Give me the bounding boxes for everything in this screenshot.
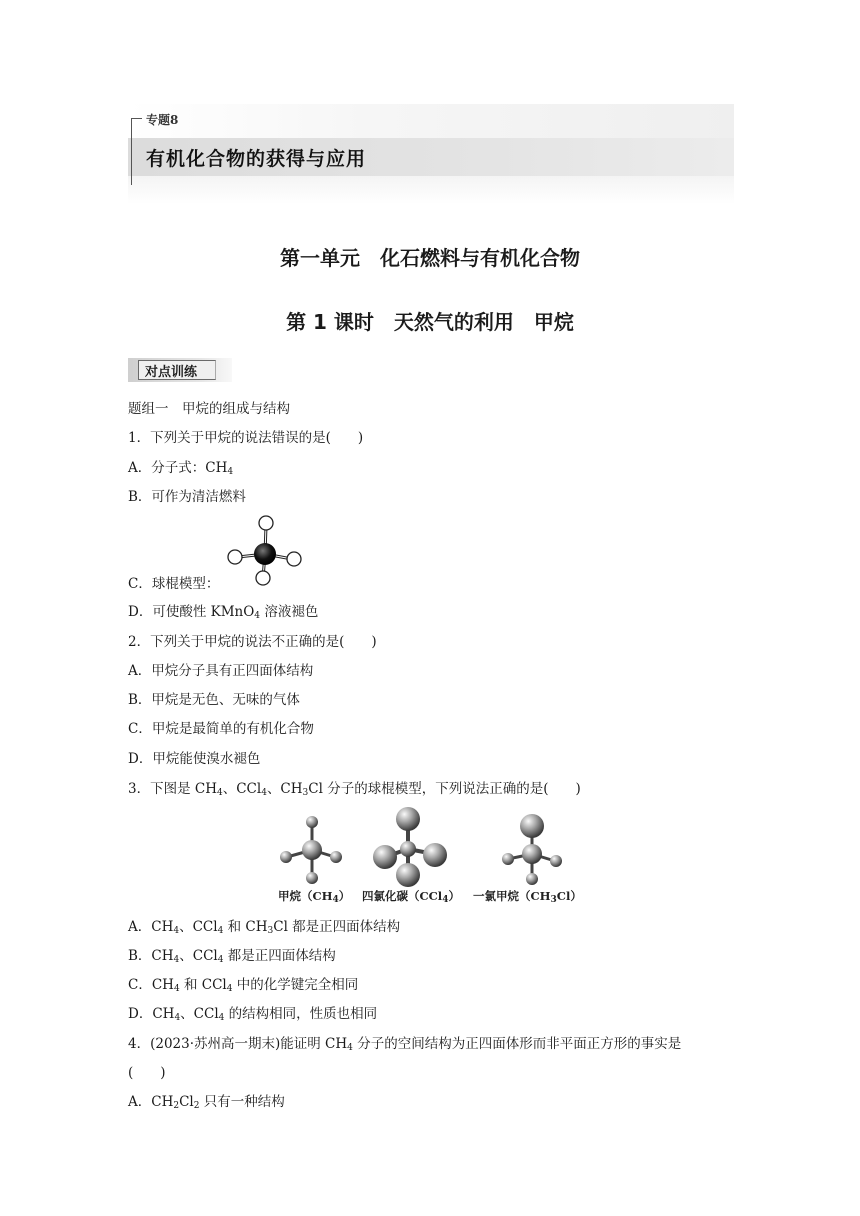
caption-text: ） (448, 889, 460, 903)
caption-sub: 4 (332, 895, 339, 905)
q3-c-part: 和 CCl (179, 977, 227, 993)
q4-a-part: Cl (179, 1094, 194, 1110)
q1-d-text-end: 溶液褪色 (260, 604, 319, 620)
q3-stem-sub: 3 (302, 788, 309, 798)
q3-b-sub: 4 (217, 955, 224, 965)
q3-d-part: 的结构相同，性质也相同 (224, 1006, 378, 1022)
section-tag (128, 358, 232, 382)
q3-c-sub: 4 (226, 984, 233, 994)
caption-text: 一氯甲烷（CH (473, 889, 551, 903)
q3-option-b (128, 947, 336, 965)
banner-top-shade (128, 104, 734, 138)
q4-stem (128, 1035, 681, 1053)
caption-ch3cl (473, 888, 582, 904)
lesson-title: 第 1 课时 天然气的利用 甲烷 (286, 310, 574, 334)
q3-b-part: 、CCl (179, 948, 218, 964)
q3-a-sub: 3 (267, 926, 274, 936)
q4-a-part: 只有一种结构 (199, 1094, 285, 1110)
section-tag-label: 对点训练 (145, 365, 198, 380)
q1-option-a (128, 459, 233, 477)
caption-ch4 (278, 888, 350, 904)
q2-option-b: B．甲烷是无色、无味的气体 (128, 692, 300, 708)
q1-option-c: C．球棍模型： (128, 576, 220, 592)
q4-a-sub: 2 (193, 1101, 200, 1111)
q4-stem-part: 4．(2023·苏州高一期末)能证明 CH (128, 1036, 348, 1052)
q3-stem-sub: 4 (261, 788, 267, 798)
caption-text: 甲烷（CH (278, 889, 333, 903)
q3-c-part: C．CH (128, 977, 174, 993)
q3-a-sub: 4 (217, 926, 224, 936)
methane-ball-stick-model (224, 512, 304, 588)
q1-option-b: B．可作为清洁燃料 (128, 489, 246, 505)
q3-option-d (128, 1005, 377, 1023)
q3-a-part: 和 CH (223, 919, 268, 935)
chapter-title: 有机化合物的获得与应用 (146, 148, 367, 170)
q3-d-sub: 4 (218, 1013, 225, 1023)
ccl4-model (373, 807, 447, 887)
q2-option-a: A．甲烷分子具有正四面体结构 (128, 663, 314, 679)
q4-answer-paren: ( ) (128, 1065, 166, 1081)
hydrogen-atom (256, 571, 270, 585)
q3-d-sub: 4 (174, 1013, 181, 1023)
q3-b-sub: 4 (173, 955, 180, 965)
molecule-models-figure (270, 804, 600, 888)
q1-a-sub: 4 (227, 467, 234, 477)
q3-stem-part: 3．下图是 CH (128, 781, 217, 797)
q1-d-sub: 4 (254, 611, 261, 621)
q3-a-part: A．CH (128, 919, 174, 935)
q3-option-a (128, 918, 400, 936)
q4-option-a (128, 1093, 285, 1111)
q2-stem: 2．下列关于甲烷的说法不正确的是( ) (128, 634, 377, 650)
q3-c-part: 中的化学键完全相同 (232, 977, 359, 993)
hydrogen-atom (228, 550, 242, 564)
q2-option-c: C．甲烷是最简单的有机化合物 (128, 721, 314, 737)
caption-ccl4 (362, 888, 460, 904)
q3-b-part: B．CH (128, 948, 174, 964)
q3-b-part: 都是正四面体结构 (223, 948, 336, 964)
q3-stem (128, 780, 581, 798)
q3-d-part: 、CCl (180, 1006, 219, 1022)
hydrogen-atom (287, 552, 301, 566)
banner-bottom-fade (128, 176, 734, 204)
ch3cl-model (502, 814, 562, 885)
q3-stem-part: 、CH (266, 781, 303, 797)
q1-option-d (128, 603, 318, 621)
q1-a-text: A．分子式：CH (128, 460, 228, 476)
q3-c-sub: 4 (173, 984, 180, 994)
chapter-banner (128, 104, 734, 204)
caption-sub: 3 (550, 895, 557, 905)
q3-a-part: Cl 都是正四面体结构 (273, 919, 401, 935)
q1-d-text: D．可使酸性 KMnO (128, 604, 255, 620)
q3-stem-sub: 4 (216, 788, 223, 798)
banner-bracket (131, 118, 142, 185)
q3-a-sub: 4 (173, 926, 180, 936)
q3-a-part: 、CCl (179, 919, 218, 935)
q4-a-part: A．CH (128, 1094, 174, 1110)
question-group-title: 题组一 甲烷的组成与结构 (128, 401, 290, 417)
caption-text: ） (338, 889, 351, 903)
q3-stem-part: Cl 分子的球棍模型，下列说法正确的是( ) (308, 781, 581, 797)
q3-d-part: D．CH (128, 1006, 175, 1022)
caption-text: Cl） (556, 889, 582, 903)
hydrogen-atom (259, 516, 273, 530)
q2-option-d: D．甲烷能使溴水褪色 (128, 751, 261, 767)
carbon-atom (254, 543, 276, 565)
q3-stem-part: 、CCl (222, 781, 262, 797)
q3-option-c (128, 976, 358, 994)
q4-stem-part: 分子的空间结构为正四面体形而非平面正方形的事实是 (352, 1036, 682, 1052)
caption-text: 四氯化碳（CCl (362, 889, 443, 903)
q4-stem-sub: 4 (347, 1043, 353, 1053)
caption-sub: 4 (442, 895, 449, 905)
q1-stem: 1．下列关于甲烷的说法错误的是( ) (128, 430, 364, 446)
unit-title: 第一单元 化石燃料与有机化合物 (280, 246, 580, 270)
ch4-model (280, 816, 342, 884)
chapter-label: 专题8 (146, 113, 179, 127)
q4-a-sub: 2 (173, 1101, 180, 1111)
